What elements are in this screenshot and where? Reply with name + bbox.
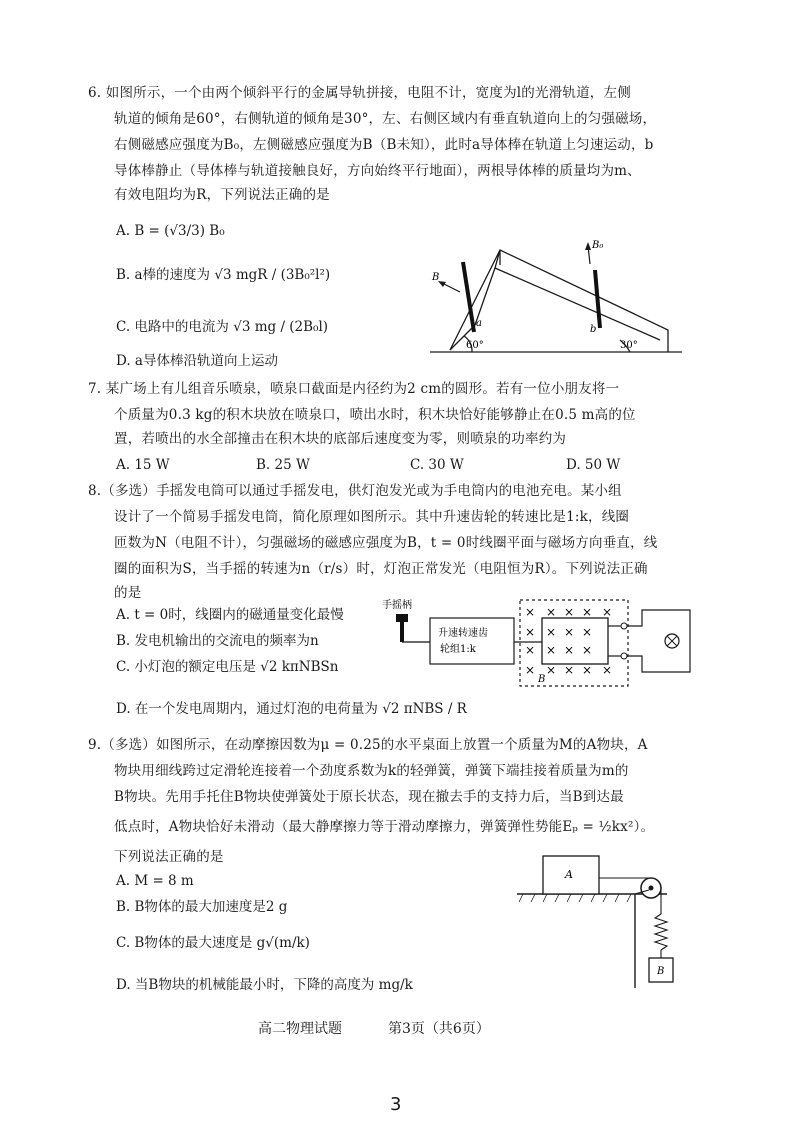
q6-option-b[interactable]: B. a棒的速度为 √3 mgR / (3B₀²l²): [116, 267, 331, 283]
q8-stem-line: 圈的面积为S，当手摇的转速为n（r/s）时，灯泡正常发光（电阻恒为R）。下列说法正确: [114, 561, 648, 577]
svg-text:×: ×: [582, 625, 593, 639]
q7-stem-line: 7. 某广场上有儿组音乐喷泉，喷泉口截面是内径约为2 cm的圆形。若有一位小朋友将一: [88, 381, 620, 397]
q7-option-d[interactable]: D. 50 W: [566, 457, 621, 473]
svg-text:×: ×: [582, 643, 593, 657]
q8-stem-line: 设计了一个简易手摇发电筒，简化原理如图所示。其中升速齿轮的转速比是1:k，线圈: [114, 509, 630, 525]
svg-text:×: ×: [546, 643, 557, 657]
svg-text:×: ×: [546, 605, 557, 619]
spring: [655, 914, 667, 950]
handle-icon: [396, 614, 408, 622]
inclined-rails-figure: [420, 220, 690, 360]
field-label-left: B: [432, 272, 440, 283]
svg-text:×: ×: [564, 663, 575, 677]
svg-text:×: ×: [602, 663, 613, 677]
q8-option-b[interactable]: B. 发电机输出的交流电的频率为n: [116, 633, 319, 649]
q6-stem-line: 有效电阻均为R，下列说法正确的是: [114, 187, 330, 203]
q9-stem-line: B物块。先用手托住B物块使弹簧处于原长状态，现在撤去手的支持力后，当B到达最: [114, 789, 624, 805]
q9-option-d[interactable]: D. 当B物块的机械能最小时，下降的高度为 mg/k: [116, 977, 413, 993]
svg-text:×: ×: [582, 605, 593, 619]
svg-text:×: ×: [525, 663, 536, 677]
q7-option-b[interactable]: B. 25 W: [256, 457, 310, 473]
q7-option-c[interactable]: C. 30 W: [410, 457, 464, 473]
svg-text:×: ×: [525, 605, 536, 619]
rod-b: [595, 270, 600, 328]
q6-stem-line: 6. 如图所示，一个由两个倾斜平行的金属导轨拼接，电阻不计，宽度为l的光滑轨道，左侧: [88, 85, 631, 101]
table-hatching: [519, 894, 631, 902]
hand-generator-figure: [380, 596, 700, 692]
q9-stem-line: 物块用细线跨过定滑轮连接着一个劲度系数为k的轻弹簧，弹簧下端挂接着质量为m的: [114, 763, 629, 779]
gear-label-2: 轮组1:k: [440, 644, 476, 655]
field-label: B: [538, 674, 546, 685]
q6-stem-line: 导体棒静止（导体棒与轨道接触良好，方向始终平行地面），两根导体棒的质量均为m、: [114, 163, 641, 179]
q9-stem-line: 下列说法正确的是: [114, 849, 224, 865]
handle-label: 手摇柄: [382, 600, 412, 611]
footer-page-info: 第3页（共6页）: [388, 1021, 490, 1037]
q9-option-a[interactable]: A. M = 8 m: [116, 873, 194, 889]
q6-option-c[interactable]: C. 电路中的电流为 √3 mg / (2B₀l): [116, 319, 329, 335]
q7-stem-line: 置，若喷出的水全部撞击在积木块的底部后速度变为零，则喷泉的功率约为: [114, 431, 567, 447]
footer-subject: 高二物理试题: [258, 1021, 342, 1037]
q7-stem-line: 个质量为0.3 kg的积木块放在喷泉口，喷出水时，积木块恰好能够静止在0.5 m高的位: [114, 407, 636, 423]
gear-label-1: 升速转速齿: [438, 628, 488, 639]
svg-text:×: ×: [564, 643, 575, 657]
svg-text:×: ×: [525, 625, 536, 639]
svg-text:×: ×: [564, 605, 575, 619]
pulley-spring-figure: [515, 848, 715, 990]
svg-text:×: ×: [546, 663, 557, 677]
svg-text:×: ×: [525, 643, 536, 657]
q8-stem-line: 8.（多选）手摇发电筒可以通过手摇发电，供灯泡发光或为手电筒内的电池充电。某小组: [88, 483, 622, 499]
q8-stem-line: 的是: [114, 585, 142, 601]
q7-option-a[interactable]: A. 15 W: [116, 457, 170, 473]
q8-option-c[interactable]: C. 小灯泡的额定电压是 √2 kπNBSn: [116, 659, 339, 675]
svg-text:×: ×: [582, 663, 593, 677]
angle-left-label: 60°: [466, 340, 484, 351]
block-b-label: B: [657, 966, 665, 977]
gear-box: [430, 618, 514, 664]
q9-stem-line: 9.（多选）如图所示，在动摩擦因数为μ = 0.25的水平桌面上放置一个质量为M的A物块，A: [88, 737, 648, 753]
q6-option-a[interactable]: A. B = (√3/3) B₀: [116, 223, 225, 239]
q9-option-b[interactable]: B. B物体的最大加速度是2 g: [116, 899, 288, 915]
field-crosses: [525, 605, 612, 677]
angle-right-label: 30°: [620, 340, 638, 351]
q9-stem-line: 低点时，A物块恰好未滑动（最大静摩擦力等于滑动摩擦力，弹簧弹性势能Eₚ = ½kx²）。: [114, 819, 655, 835]
rod-b-label: b: [590, 324, 597, 335]
q9-option-c[interactable]: C. B物体的最大速度是 g√(m/k): [116, 935, 310, 951]
svg-text:×: ×: [564, 625, 575, 639]
q8-option-a[interactable]: A. t = 0时，线圈内的磁通量变化最慢: [116, 607, 344, 623]
field-label-right: B₀: [592, 240, 604, 251]
block-a-label: A: [565, 868, 573, 881]
svg-text:×: ×: [546, 625, 557, 639]
q8-stem-line: 匝数为N（电阻不计），匀强磁场的磁感应强度为B，t = 0时线圈平面与磁场方向垂直，线: [114, 535, 658, 551]
page-number: 3: [390, 1094, 402, 1115]
q6-stem-line: 右侧磁感应强度为B₀，左侧磁感应强度为B（B未知），此时a导体棒在轨道上匀速运动，b: [114, 137, 654, 153]
q8-option-d[interactable]: D. 在一个发电周期内，通过灯泡的电荷量为 √2 πNBS / R: [116, 701, 467, 717]
q6-option-d[interactable]: D. a导体棒沿轨道向上运动: [116, 353, 278, 369]
q6-stem-line: 轨道的倾角是60°，右侧轨道的倾角是30°，左、右侧区域内有垂直轨道向上的匀强磁场，: [114, 111, 657, 127]
svg-text:×: ×: [602, 605, 613, 619]
rod-a-label: a: [476, 318, 482, 329]
